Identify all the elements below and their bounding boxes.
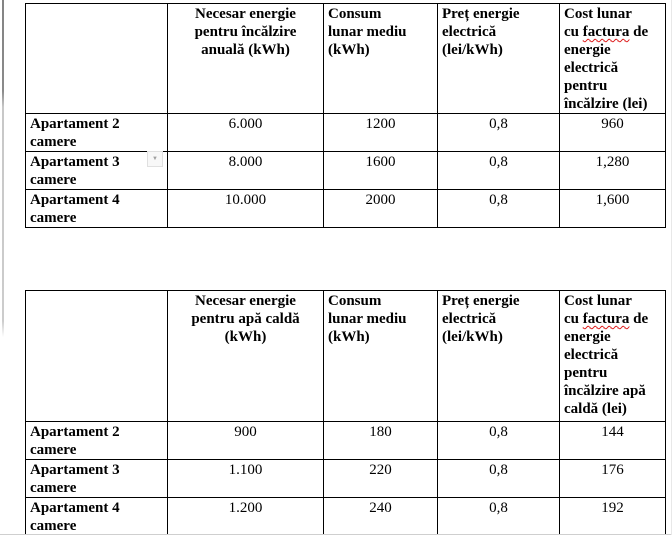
table-row: [26, 460, 666, 498]
table-row: [26, 498, 666, 535]
value-cell: 2000: [324, 190, 438, 228]
table-row: [26, 114, 666, 152]
header-row: [26, 4, 666, 114]
value-cell: 0,8: [438, 422, 560, 460]
value-cell: 0,8: [438, 114, 560, 152]
value-cell: 6.000: [168, 114, 324, 152]
value-cell: 192: [560, 498, 666, 535]
header-empty-cell: [26, 4, 168, 114]
header-necesar-apa-calda: Necesar energie pentru apă caldă (kWh): [168, 291, 324, 422]
row-label-apartament-4: Apartament 4 camere: [26, 498, 168, 535]
window-left-edge: [2, 0, 4, 535]
value-cell: 900: [168, 422, 324, 460]
row-label-apartament-3: Apartament 3 camere: [26, 460, 168, 498]
row-label-apartament-4: Apartament 4 camere: [26, 190, 168, 228]
value-cell: 0,8: [438, 190, 560, 228]
hot-water-cost-table: [25, 290, 666, 535]
value-cell: 144: [560, 422, 666, 460]
value-cell: 1.100: [168, 460, 324, 498]
value-cell: 0,8: [438, 460, 560, 498]
table-row: [26, 190, 666, 228]
dropdown-button[interactable]: [147, 151, 163, 167]
header-pret-energie: Preț energie electrică (lei/kWh): [438, 4, 560, 114]
value-cell: 1200: [324, 114, 438, 152]
header-necesar-incalzire: Necesar energie pentru încălzire anuală (kWh): [168, 4, 324, 114]
value-cell: 8.000: [168, 152, 324, 190]
table-row: [26, 152, 666, 190]
header-cost-lunar: Cost lunar cu factura de energie electrică pentru încălzire apă caldă (lei): [560, 291, 666, 422]
header-pret-energie: Preț energie electrică (lei/kWh): [438, 291, 560, 422]
value-cell: 1,600: [560, 190, 666, 228]
row-label-apartament-2: Apartament 2 camere: [26, 422, 168, 460]
value-cell: 1.200: [168, 498, 324, 535]
value-cell: 240: [324, 498, 438, 535]
value-cell: 10.000: [168, 190, 324, 228]
chevron-down-icon: ▼: [152, 156, 158, 162]
value-cell: 220: [324, 460, 438, 498]
value-cell: 1600: [324, 152, 438, 190]
value-cell: 0,8: [438, 498, 560, 535]
value-cell: 176: [560, 460, 666, 498]
header-row: [26, 291, 666, 422]
header-consum-lunar: Consum lunar mediu (kWh): [324, 4, 438, 114]
table-row: [26, 422, 666, 460]
value-cell: 180: [324, 422, 438, 460]
value-cell: 1,280: [560, 152, 666, 190]
header-consum-lunar: Consum lunar mediu (kWh): [324, 291, 438, 422]
heating-cost-table: [25, 3, 666, 228]
value-cell: 0,8: [438, 152, 560, 190]
header-cost-lunar: Cost lunar cu factura de energie electrică pentru încălzire (lei): [560, 4, 666, 114]
row-label-apartament-3: Apartament 3 camere: [26, 152, 168, 190]
value-cell: 960: [560, 114, 666, 152]
header-empty-cell: [26, 291, 168, 422]
row-label-apartament-2: Apartament 2 camere: [26, 114, 168, 152]
